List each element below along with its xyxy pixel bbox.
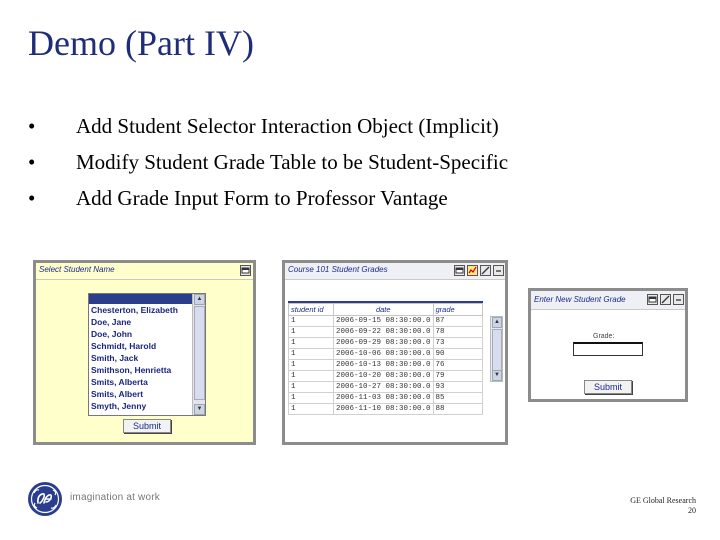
table-cell: 2006-10-20 08:30:00.0 <box>334 371 434 382</box>
table-cell: 1 <box>289 404 334 415</box>
chart-icon[interactable] <box>467 265 478 276</box>
table-row[interactable] <box>289 338 483 349</box>
list-item[interactable]: Smits, Albert <box>91 389 144 399</box>
table-row[interactable] <box>289 404 483 415</box>
grades-table-window <box>282 260 508 445</box>
table-cell: 1 <box>289 393 334 404</box>
table-cell: 2006-09-22 08:30:00.0 <box>334 327 434 338</box>
table-cell: 1 <box>289 338 334 349</box>
grades-table-body <box>289 316 483 415</box>
bullet-marker: • <box>28 186 36 210</box>
bullet-text: Modify Student Grade Table to be Student-Specific <box>76 150 509 174</box>
edit-icon[interactable] <box>660 294 671 305</box>
table-cell: 1 <box>289 349 334 360</box>
footer-org: GE Global Research <box>630 496 696 505</box>
student-listbox[interactable] <box>88 293 206 416</box>
minimize-icon[interactable] <box>673 294 684 305</box>
list-item[interactable]: Smits, Alberta <box>91 377 148 387</box>
table-cell: 1 <box>289 327 334 338</box>
table-row[interactable] <box>289 327 483 338</box>
edit-icon[interactable] <box>480 265 491 276</box>
bullet-text: Add Grade Input Form to Professor Vantage <box>76 186 448 210</box>
list-item[interactable]: Doe, Jane <box>91 317 132 327</box>
window-menu-icon[interactable] <box>647 294 658 305</box>
column-header-student-id[interactable]: student id <box>289 304 334 316</box>
table-row[interactable] <box>289 360 483 371</box>
column-header-date[interactable]: date <box>334 304 434 316</box>
table-cell: 90 <box>433 349 482 360</box>
list-item[interactable]: Smithson, Henrietta <box>91 365 172 375</box>
grade-submit-button[interactable]: Submit <box>584 380 632 394</box>
student-list <box>89 304 205 412</box>
grade-input-window <box>528 288 688 402</box>
bullet-marker: • <box>28 150 36 174</box>
table-cell: 93 <box>433 382 482 393</box>
table-cell: 1 <box>289 382 334 393</box>
scroll-thumb[interactable] <box>492 329 502 371</box>
scroll-up-icon[interactable]: ▲ <box>194 294 205 305</box>
table-cell: 2006-11-03 08:30:00.0 <box>334 393 434 404</box>
table-cell: 2006-10-27 08:30:00.0 <box>334 382 434 393</box>
minimize-icon[interactable] <box>493 265 504 276</box>
student-submit-button[interactable]: Submit <box>123 419 171 433</box>
list-item[interactable]: Smith, Jack <box>91 353 139 363</box>
grade-input-field[interactable] <box>573 342 643 356</box>
bullet-marker: • <box>28 114 36 138</box>
window-menu-icon[interactable] <box>240 265 251 276</box>
column-header-grade[interactable]: grade <box>433 304 482 316</box>
table-row[interactable] <box>289 382 483 393</box>
table-cell: 76 <box>433 360 482 371</box>
list-item[interactable]: Doe, John <box>91 329 133 339</box>
scroll-thumb[interactable] <box>194 306 205 400</box>
table-cell: 2006-10-06 08:30:00.0 <box>334 349 434 360</box>
table-cell: 78 <box>433 327 482 338</box>
student-selector-window <box>33 260 256 445</box>
window-menu-icon[interactable] <box>454 265 465 276</box>
table-cell: 2006-11-10 08:30:00.0 <box>334 404 434 415</box>
student-selector-title: Select Student Name <box>39 265 115 274</box>
list-item[interactable]: Schmidt, Harold <box>91 341 157 351</box>
table-cell: 85 <box>433 393 482 404</box>
scroll-down-icon[interactable]: ▼ <box>492 370 502 381</box>
tagline: imagination at work <box>70 492 160 503</box>
table-cell: 88 <box>433 404 482 415</box>
table-cell: 79 <box>433 371 482 382</box>
table-row[interactable] <box>289 393 483 404</box>
table-row[interactable] <box>289 349 483 360</box>
grade-input-titlebar <box>531 291 685 310</box>
student-selector-titlebar <box>36 263 253 280</box>
table-row[interactable] <box>289 316 483 327</box>
grade-input-title: Enter New Student Grade <box>534 295 626 304</box>
table-cell: 1 <box>289 371 334 382</box>
table-cell: 2006-10-13 08:30:00.0 <box>334 360 434 371</box>
table-cell: 73 <box>433 338 482 349</box>
footer-credit <box>630 496 696 516</box>
bullet-text: Add Student Selector Interaction Object (Implicit) <box>76 114 499 138</box>
table-cell: 1 <box>289 316 334 327</box>
slide-title: Demo (Part IV) <box>28 23 254 63</box>
table-cell: 2006-09-29 08:30:00.0 <box>334 338 434 349</box>
list-item[interactable]: Chesterton, Elizabeth <box>91 305 178 315</box>
grade-field-label: Grade: <box>593 333 615 340</box>
scroll-down-icon[interactable]: ▼ <box>194 404 205 415</box>
listbox-selected-row[interactable] <box>89 294 205 304</box>
grades-titlebar <box>285 263 505 280</box>
grades-table <box>288 303 483 415</box>
page-number: 20 <box>688 506 696 515</box>
table-cell: 87 <box>433 316 482 327</box>
grades-scrollbar[interactable] <box>490 316 503 382</box>
table-cell: 1 <box>289 360 334 371</box>
table-cell: 2006-09-15 08:30:00.0 <box>334 316 434 327</box>
table-header-row <box>289 304 483 316</box>
ge-logo-icon <box>27 481 63 517</box>
scroll-up-icon[interactable]: ▲ <box>492 317 502 328</box>
listbox-scrollbar[interactable] <box>192 294 205 415</box>
list-item[interactable]: Smyth, Jenny <box>91 401 147 411</box>
table-row[interactable] <box>289 371 483 382</box>
grades-title: Course 101 Student Grades <box>288 265 388 274</box>
